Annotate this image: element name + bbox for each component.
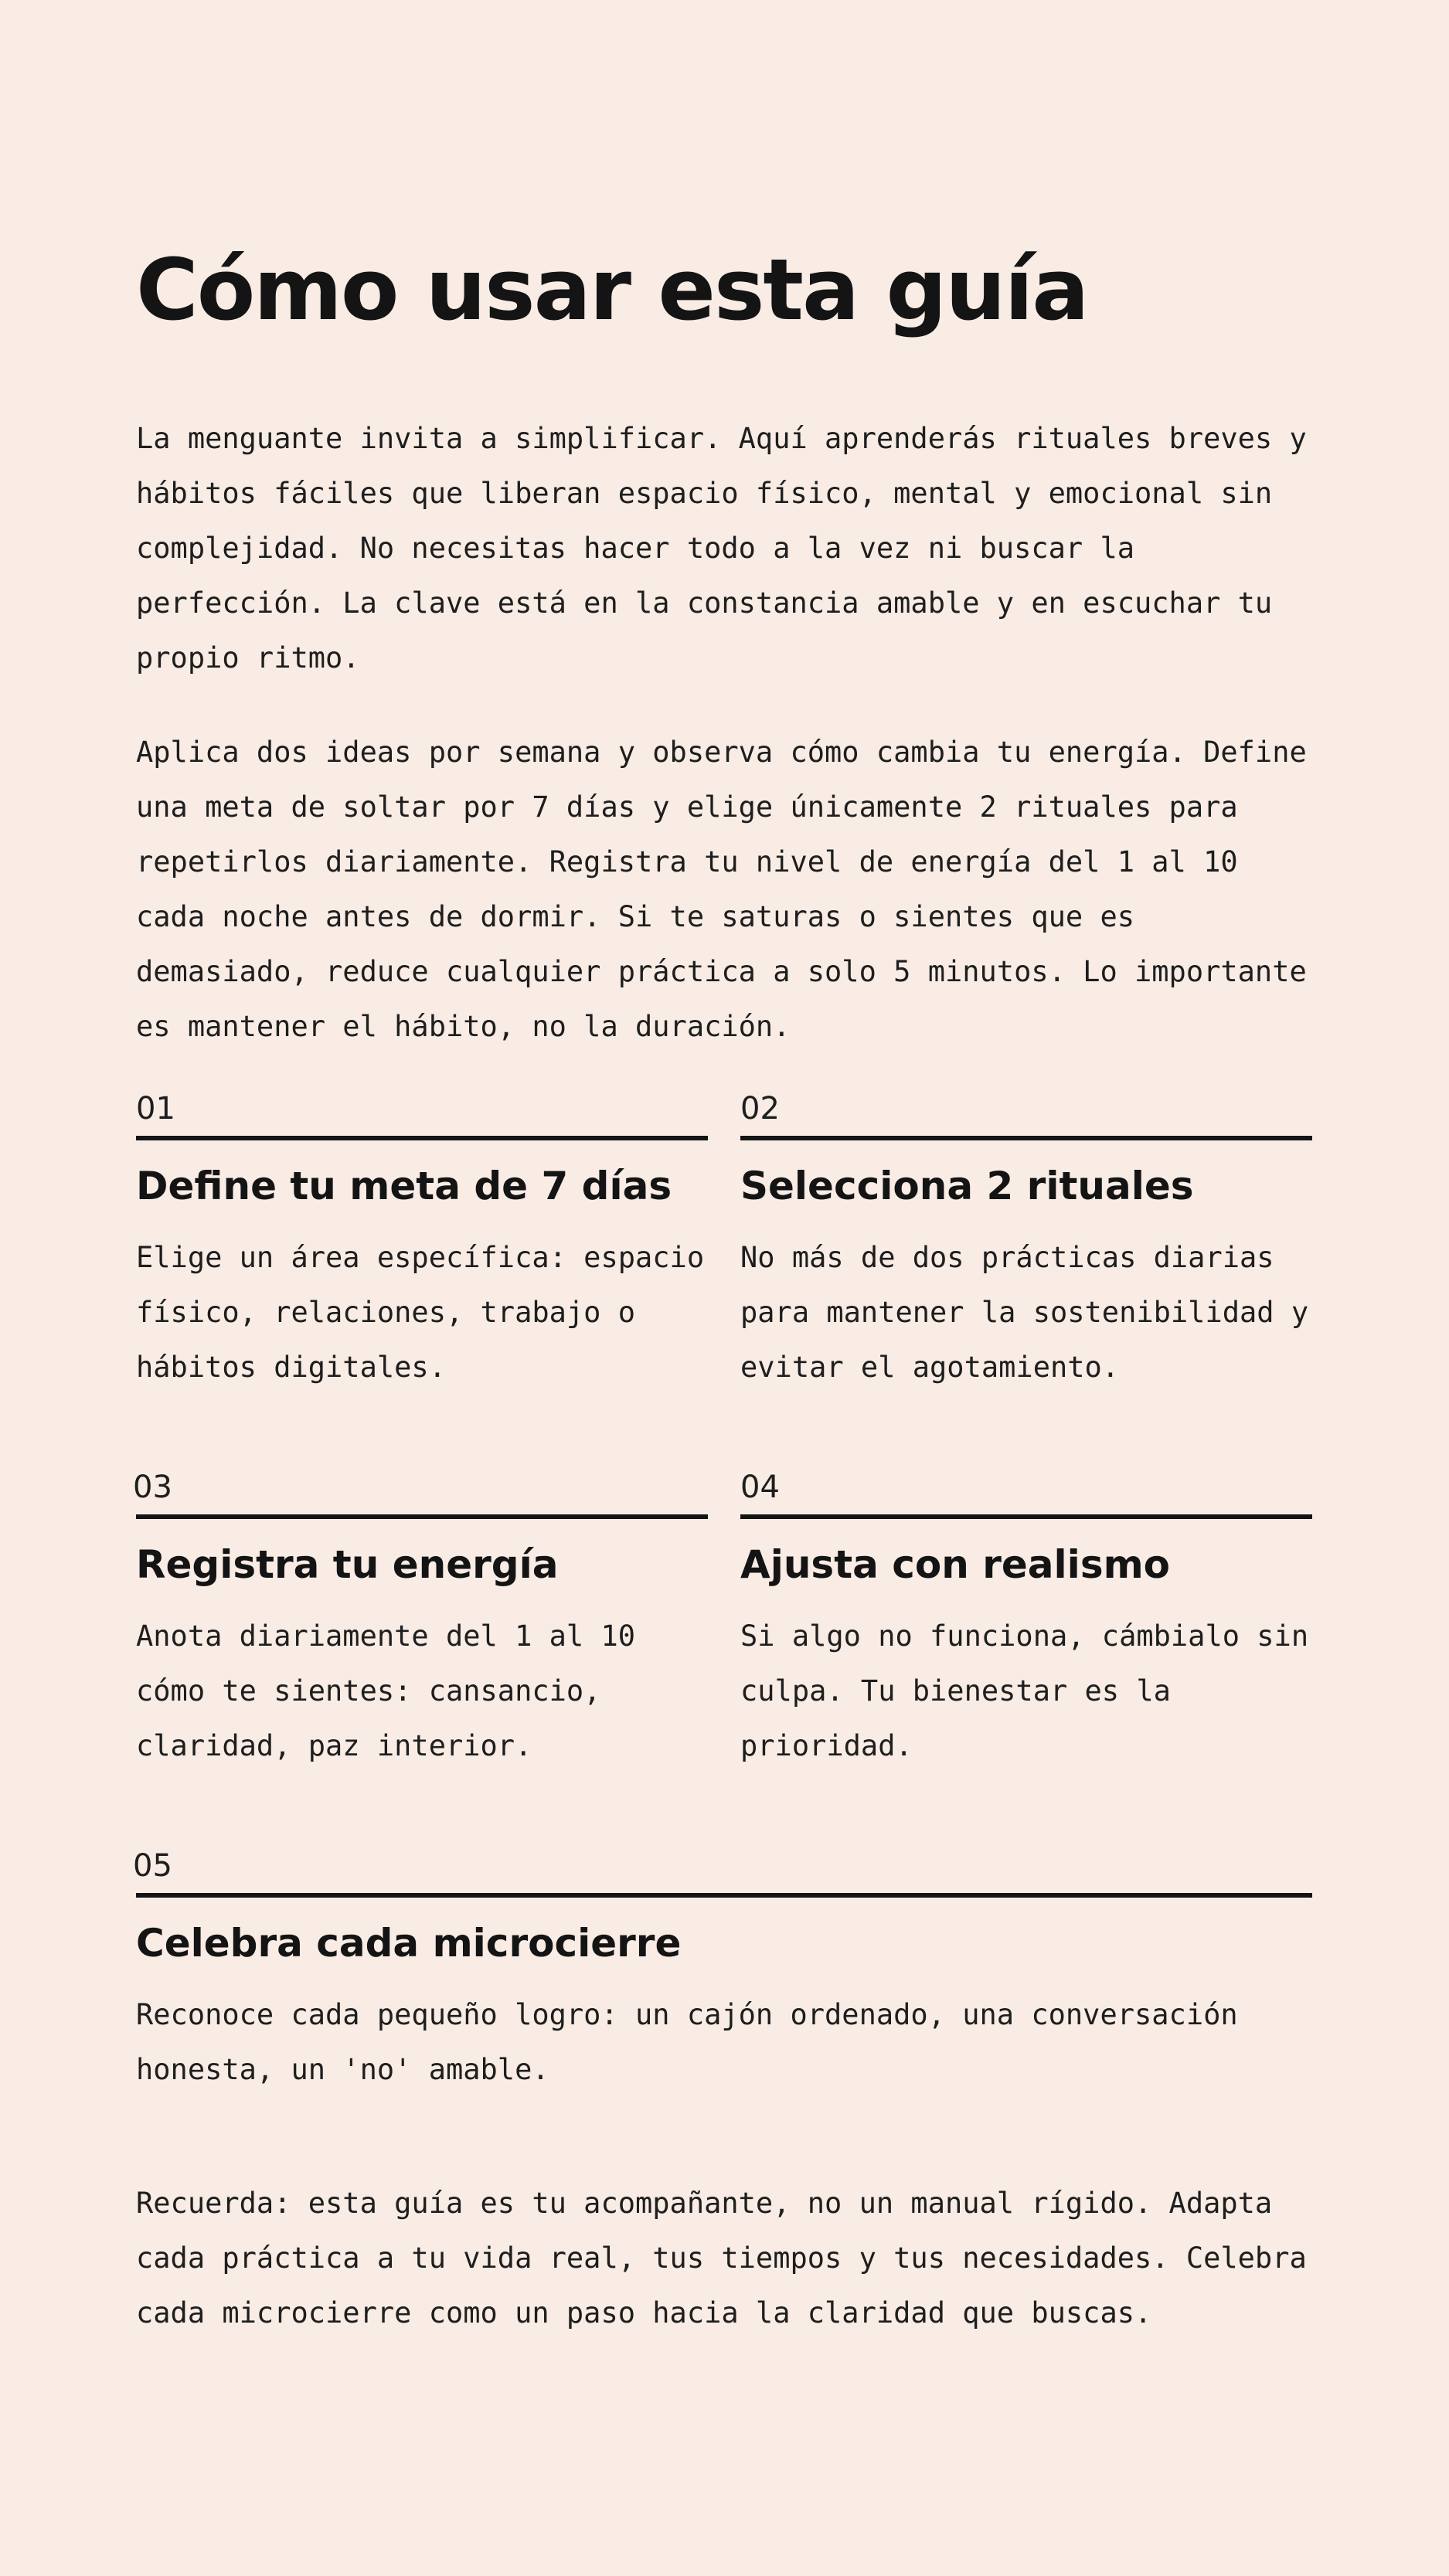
step-number: 03	[133, 1470, 172, 1505]
step-description: No más de dos prácticas diarias para mantener la sostenibilidad y evitar el agotamiento.	[740, 1241, 1309, 1384]
step-description: Anota diariamente del 1 al 10 cómo te sientes: cansancio, claridad, paz interior.	[136, 1619, 636, 1762]
step-title: Celebra cada microcierre	[136, 1921, 682, 1966]
step-description: Si algo no funciona, cámbialo sin culpa. Tu bienestar es la prioridad.	[740, 1619, 1309, 1762]
intro-paragraph-2: Aplica dos ideas por semana y observa cómo cambia tu energía. Define una meta de soltar por 7 días y elige únicamente 2 rituales para repetirlos diariamente. Registra tu nivel de energía del 1 al 10 cada noche antes de dormir. Si te saturas o sientes que es demasiado, reduce cualquier práctica a solo 5 minutos. Lo importante es mantener el hábito, no la duración.	[136, 736, 1307, 1043]
step-title: Selecciona 2 rituales	[740, 1164, 1194, 1208]
step-04	[740, 1468, 1312, 1773]
step-title: Ajusta con realismo	[740, 1542, 1171, 1587]
step-number: 04	[740, 1470, 780, 1505]
intro-paragraph-1: La menguante invita a simplificar. Aquí aprenderás rituales breves y hábitos fáciles que liberan espacio físico, mental y emocional sin complejidad. No necesitas hacer todo a la vez ni buscar la perfección. La clave está en la constancia amable y en escuchar tu propio ritmo.	[136, 422, 1307, 675]
step-divider	[136, 1136, 708, 1140]
step-title: Define tu meta de 7 días	[136, 1164, 672, 1208]
step-number: 05	[133, 1848, 172, 1884]
closing-paragraph: Recuerda: esta guía es tu acompañante, no un manual rígido. Adapta cada práctica a tu vida real, tus tiempos y tus necesidades. Celebra cada microcierre como un paso hacia la claridad que buscas.	[136, 2187, 1307, 2330]
step-title: Registra tu energía	[136, 1542, 559, 1587]
step-number: 02	[740, 1091, 780, 1127]
step-divider	[136, 1893, 1312, 1898]
page-title: Cómo usar esta guía	[136, 240, 1088, 339]
step-number: 01	[136, 1091, 175, 1127]
step-description: Reconoce cada pequeño logro: un cajón ordenado, una conversación honesta, un 'no' amable.	[136, 1998, 1238, 2086]
step-divider	[740, 1136, 1312, 1140]
step-divider	[740, 1514, 1312, 1519]
step-divider	[136, 1514, 708, 1519]
step-05	[133, 1847, 1312, 2097]
step-03	[133, 1468, 708, 1773]
step-02	[740, 1089, 1312, 1395]
step-01	[136, 1089, 708, 1395]
step-description: Elige un área específica: espacio físico, relaciones, trabajo o hábitos digitales.	[136, 1241, 705, 1384]
